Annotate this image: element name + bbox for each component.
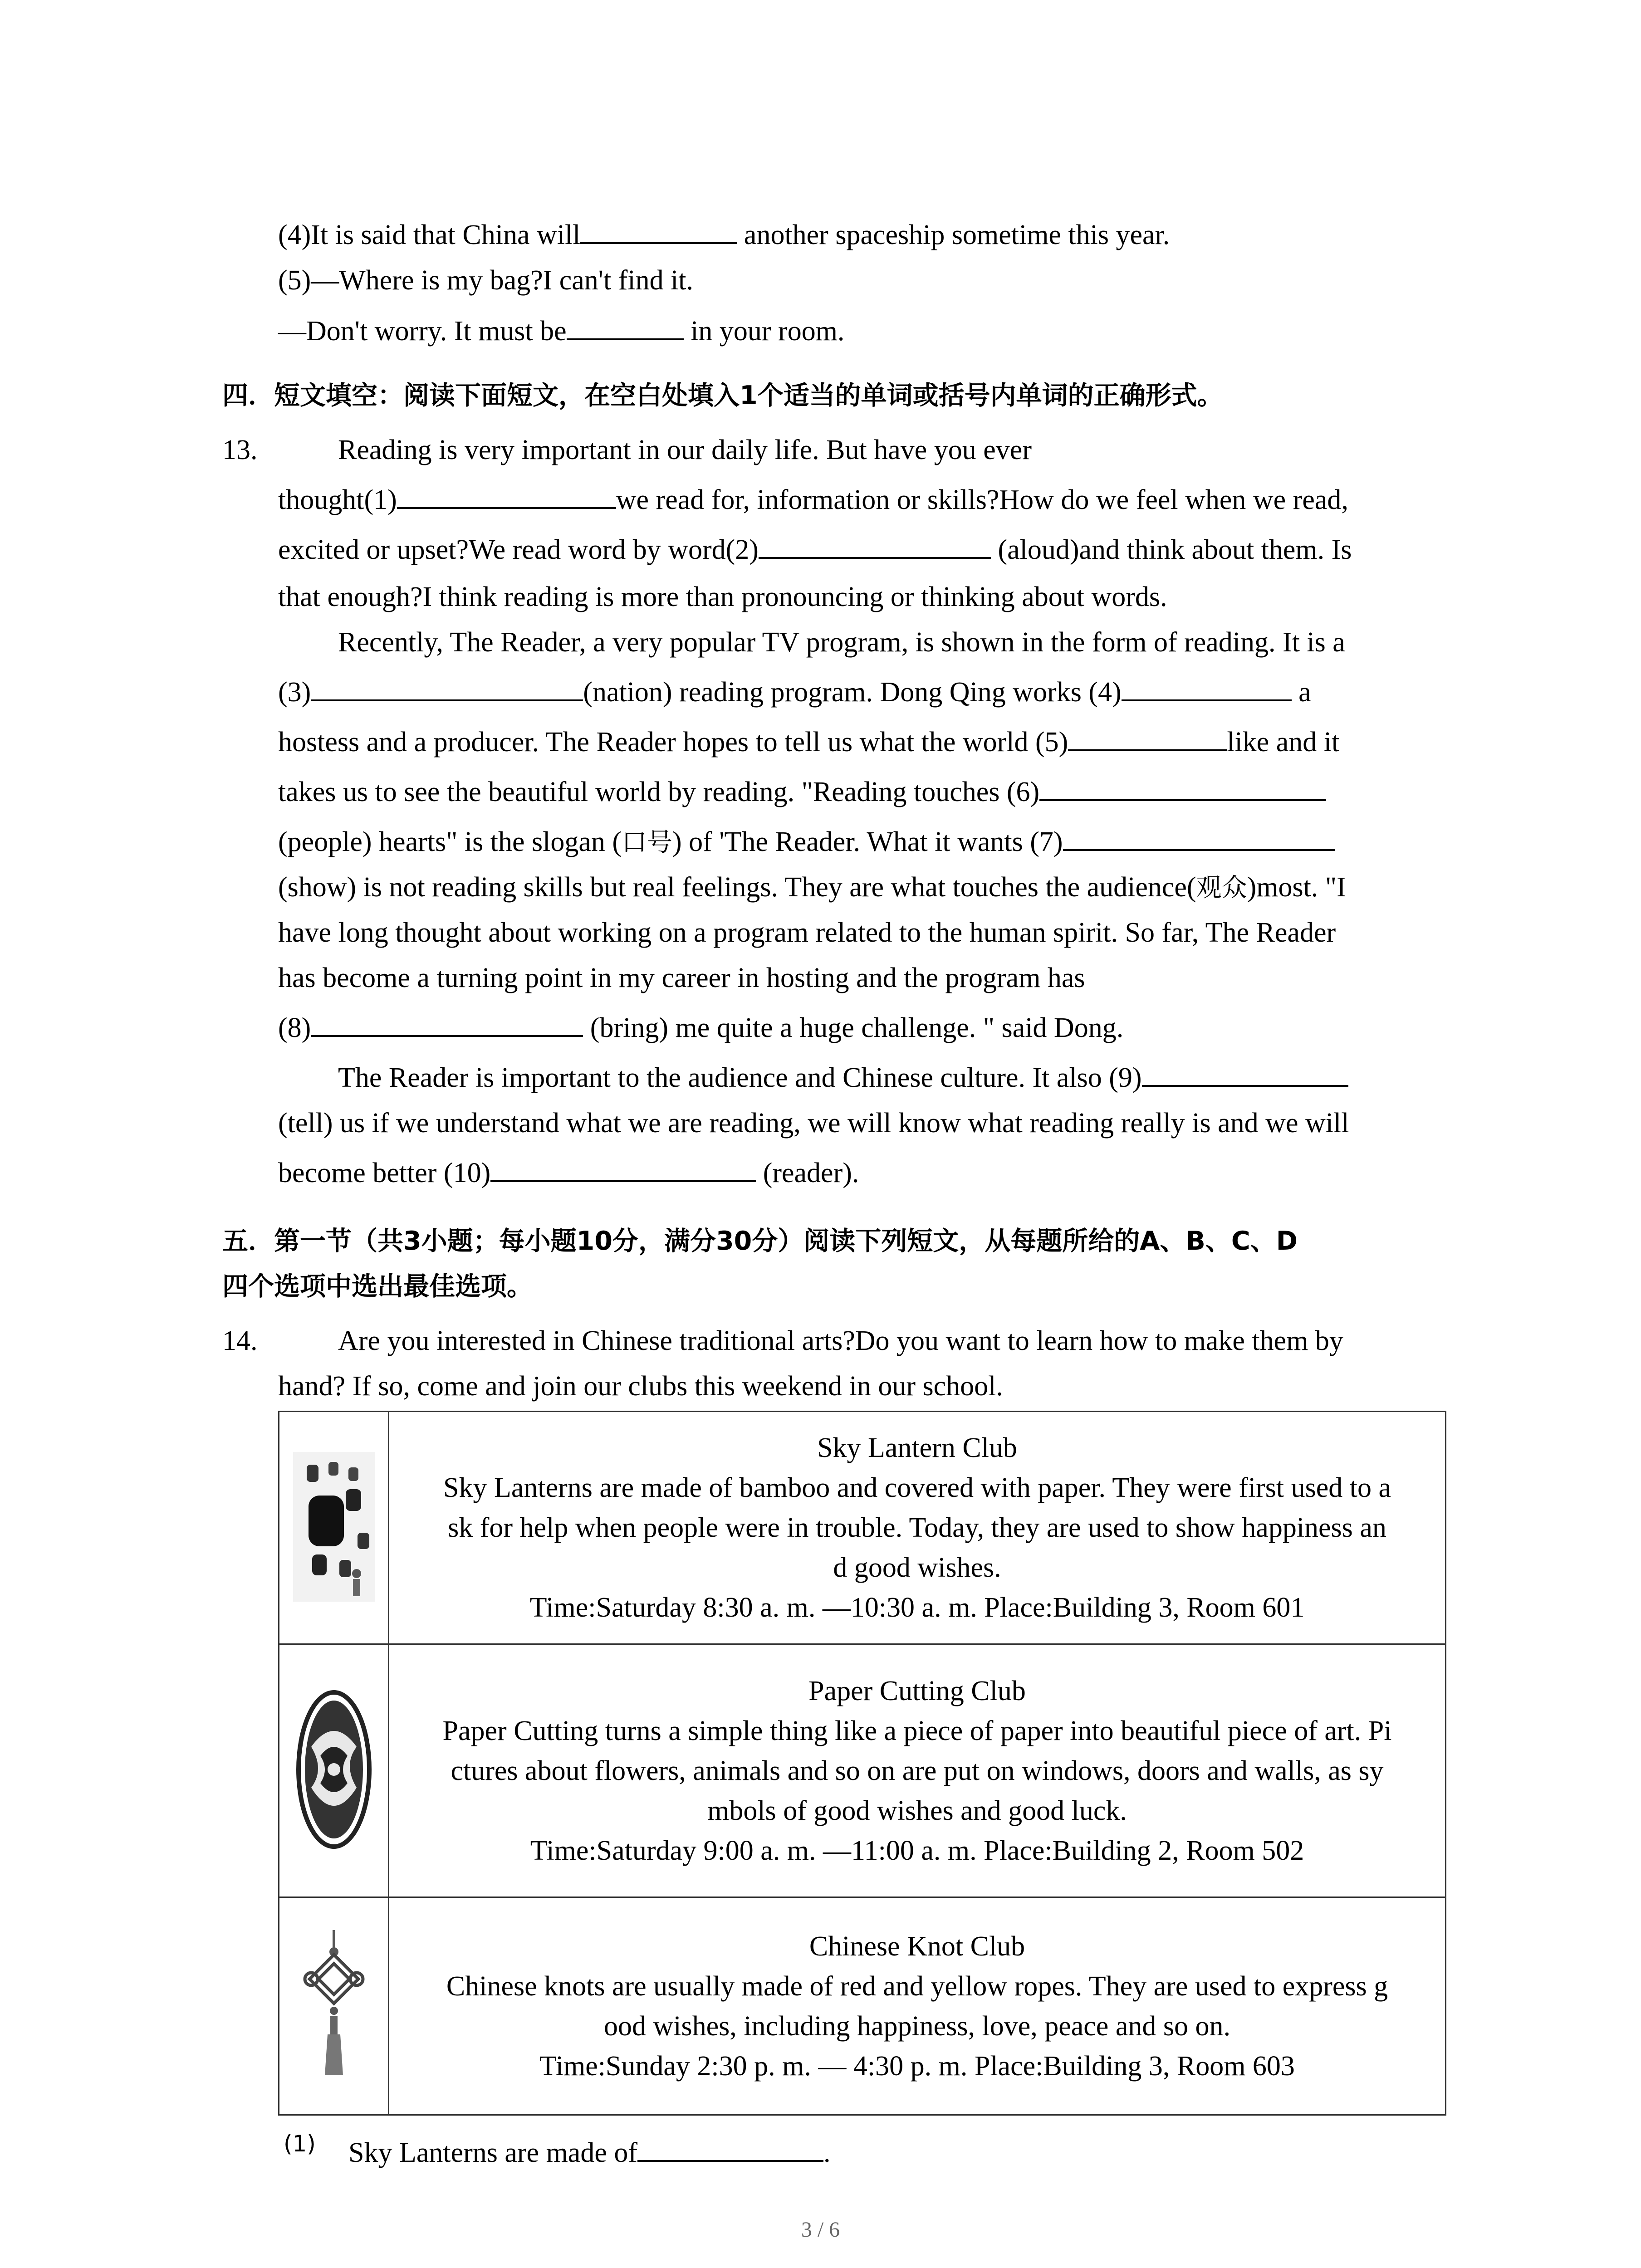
passage-line	[278, 1010, 1123, 1046]
passage-line: Recently, The Reader, a very popular TV program, is shown in the form of reading. It is a	[338, 627, 1345, 658]
sky-lantern-icon	[293, 1452, 375, 1602]
section-5-heading-cont: 四个选项中选出最佳选项。	[222, 1271, 533, 1301]
answer-blank-8[interactable]	[311, 1010, 583, 1037]
text: become better (10)	[278, 1158, 491, 1188]
text: excited or upset?We read word by word(2)	[278, 534, 759, 565]
text: (nation) reading program. Dong Qing works (4)	[583, 677, 1122, 708]
club-title: Chinese Knot Club	[809, 1931, 1025, 1962]
answer-blank-7[interactable]	[1063, 824, 1335, 851]
club-text-line: Chinese knots are usually made of red and yellow ropes. They are used to express g	[446, 1970, 1388, 2002]
passage-line	[278, 482, 1348, 518]
table-row	[279, 1412, 1446, 1644]
text: a	[1291, 677, 1311, 708]
paper-cutting-icon	[293, 1688, 375, 1851]
passage-line: has become a turning point in my career in hosting and the program has	[278, 963, 1085, 993]
text: 口号	[622, 828, 673, 857]
section-4-heading: 四．短文填空：阅读下面短文，在空白处填入1个适当的单词或括号内单词的正确形式。	[222, 381, 1223, 411]
answer-blank-9[interactable]	[1142, 1060, 1348, 1087]
question-number: 14.	[222, 1325, 258, 1356]
club-text-line: Sky Lanterns are made of bamboo and covered with paper. They were first used to a	[443, 1472, 1391, 1503]
page-number: 3 / 6	[801, 2218, 840, 2242]
club-description-cell	[389, 1897, 1446, 2115]
passage-line: Reading is very important in our daily life. But have you ever	[338, 435, 1032, 465]
intro-line: hand? If so, come and join our clubs this weekend in our school.	[278, 1371, 1003, 1402]
answer-blank-6[interactable]	[1039, 774, 1326, 801]
text: thought(1)	[278, 484, 397, 515]
passage-line: that enough?I think reading is more than pronouncing or thinking about words.	[278, 582, 1167, 612]
club-text-line: mbols of good wishes and good luck.	[707, 1795, 1127, 1826]
club-text-line: sk for help when people were in trouble. Today, they are used to show happiness an	[448, 1512, 1386, 1543]
intro-line: Are you interested in Chinese traditional arts?Do you want to learn how to make them by	[338, 1325, 1343, 1356]
club-time-place: Time:Sunday 2:30 p. m. — 4:30 p. m. Place:Building 3, Room 603	[539, 2050, 1295, 2082]
table-row	[279, 1897, 1446, 2115]
club-text-line: d good wishes.	[833, 1552, 1001, 1583]
answer-blank-2[interactable]	[759, 532, 991, 559]
club-text-line: ctures about flowers, animals and so on are put on windows, doors and walls, as sy	[451, 1755, 1384, 1786]
clubs-table	[278, 1411, 1446, 2116]
text: (8)	[278, 1012, 311, 1043]
text: in your room.	[683, 316, 845, 347]
answer-blank[interactable]	[637, 2135, 823, 2162]
club-description-cell	[389, 1412, 1446, 1644]
chinese-knot-icon	[298, 1930, 370, 2080]
answer-blank-5[interactable]	[1068, 724, 1227, 751]
text: (people) hearts" is the slogan (	[278, 826, 622, 857]
club-text-line: ood wishes, including happiness, love, peace and so on.	[604, 2010, 1230, 2042]
text: )most. "I	[1247, 872, 1346, 903]
text: another spaceship sometime this year.	[737, 220, 1170, 250]
passage-line	[278, 869, 1346, 906]
answer-blank[interactable]	[567, 313, 684, 340]
passage-line	[278, 674, 1311, 710]
text: (show) is not reading skills but real feelings. They are what touches the audience(	[278, 872, 1196, 903]
sub-question-number: (1)	[284, 2131, 316, 2157]
club-time-place: Time:Saturday 9:00 a. m. —11:00 a. m. Place:Building 2, Room 502	[530, 1835, 1304, 1866]
club-title: Sky Lantern Club	[817, 1432, 1017, 1463]
club-text-line: Paper Cutting turns a simple thing like a piece of paper into beautiful piece of art. Pi	[442, 1715, 1392, 1746]
text: Sky Lanterns are made of	[348, 2137, 637, 2168]
answer-blank[interactable]	[580, 217, 737, 244]
club-title: Paper Cutting Club	[808, 1675, 1026, 1706]
text: (reader).	[756, 1158, 859, 1188]
passage-line	[278, 774, 1326, 810]
text: (bring) me quite a huge challenge. " said Dong.	[583, 1012, 1124, 1043]
text: ) of 'The Reader. What it wants (7)	[672, 826, 1063, 857]
answer-blank-10[interactable]	[490, 1155, 756, 1182]
passage-line	[278, 1155, 859, 1191]
passage-line	[278, 724, 1339, 760]
sub-question-line	[348, 2135, 830, 2171]
passage-line: have long thought about working on a program related to the human spirit. So far, The Reader	[278, 917, 1336, 948]
question-5-answer-line	[278, 313, 844, 349]
question-number: 13.	[222, 435, 258, 465]
answer-blank-3[interactable]	[311, 674, 583, 701]
image-cell	[279, 1897, 389, 2115]
answer-blank-1[interactable]	[397, 482, 616, 509]
text: (aloud)and think about them. Is	[990, 534, 1352, 565]
table-row	[279, 1644, 1446, 1897]
text: 观众	[1196, 873, 1247, 903]
text: hostess and a producer. The Reader hopes to tell us what the world (5)	[278, 727, 1068, 758]
passage-line	[278, 532, 1352, 568]
section-5-heading: 五．第一节（共3小题；每小题10分，满分30分）阅读下列短文，从每题所给的A、B、C、D	[222, 1226, 1298, 1256]
passage-line	[338, 1060, 1348, 1096]
text: takes us to see the beautiful world by reading. "Reading touches (6)	[278, 777, 1040, 807]
question-4-line	[278, 217, 1170, 253]
question-5-line: (5)—Where is my bag?I can't find it.	[278, 265, 694, 296]
answer-blank-4[interactable]	[1122, 674, 1292, 701]
club-time-place: Time:Saturday 8:30 a. m. —10:30 a. m. Place:Building 3, Room 601	[529, 1592, 1305, 1623]
passage-line	[278, 824, 1335, 861]
club-description-cell	[389, 1644, 1446, 1897]
text: The Reader is important to the audience and Chinese culture. It also (9)	[338, 1062, 1142, 1093]
passage-line: (tell) us if we understand what we are reading, we will know what reading really is and we will	[278, 1108, 1349, 1139]
image-cell	[279, 1412, 389, 1644]
text: —Don't worry. It must be	[278, 316, 567, 347]
image-cell	[279, 1644, 389, 1897]
text: (3)	[278, 677, 311, 708]
text: we read for, information or skills?How do we feel when we read,	[616, 484, 1348, 515]
text: like and it	[1227, 727, 1340, 758]
text: (4)It is said that China will	[278, 220, 581, 250]
text: .	[823, 2137, 831, 2168]
